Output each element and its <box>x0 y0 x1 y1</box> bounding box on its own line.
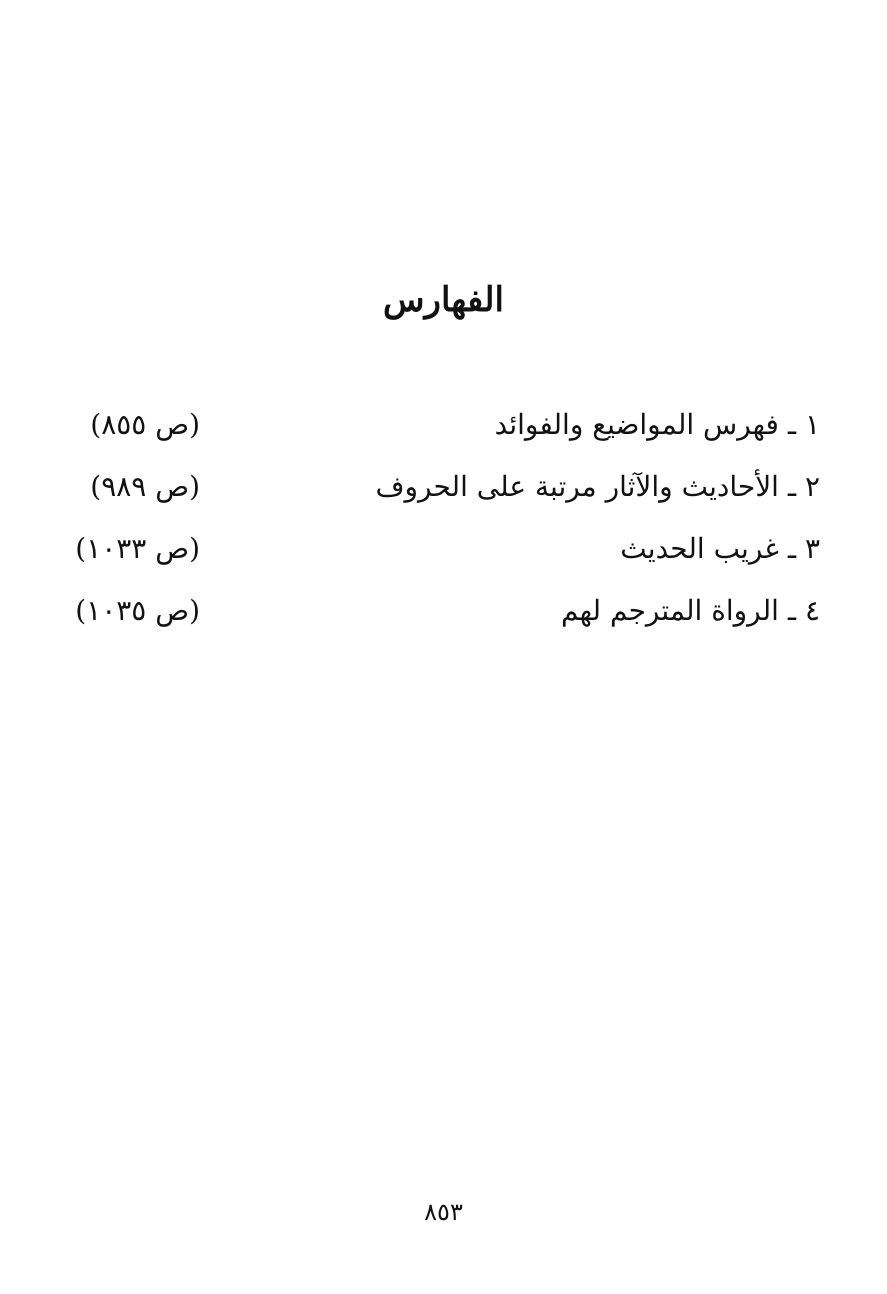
toc-entry-gharib <box>60 517 820 579</box>
toc-entry-label: ٣ ـ غريب الحديث <box>620 531 820 565</box>
page-title: الفهارس <box>383 280 504 320</box>
toc-entry-narrators <box>60 579 820 641</box>
toc-entry-topics <box>60 393 820 455</box>
toc-entry-label: ١ ـ فهرس المواضيع والفوائد <box>494 407 820 441</box>
toc-entry-page-ref: (ص ١٠٣٥) <box>75 593 200 627</box>
table-of-contents <box>60 393 820 641</box>
toc-entry-page-ref: (ص ١٠٣٣) <box>75 531 200 565</box>
toc-entry-page-ref: (ص ٨٥٥) <box>90 407 200 441</box>
toc-entry-label: ٤ ـ الرواة المترجم لهم <box>561 593 820 627</box>
toc-entry-page-ref: (ص ٩٨٩) <box>90 469 200 503</box>
toc-entry-hadiths <box>60 455 820 517</box>
toc-entry-label: ٢ ـ الأحاديث والآثار مرتبة على الحروف <box>375 469 820 503</box>
page-number: ٨٥٣ <box>424 1198 463 1226</box>
